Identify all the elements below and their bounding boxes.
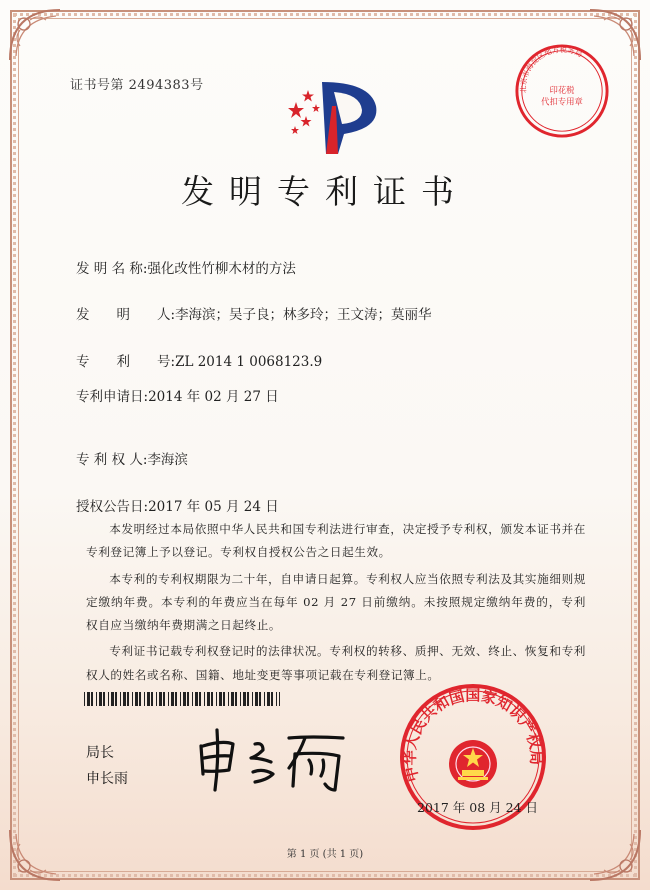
barcode-icon — [84, 692, 280, 706]
barcode-bar — [183, 692, 186, 706]
field-separator: : — [142, 452, 148, 468]
barcode-bar — [175, 692, 177, 706]
certificate-title: 发明专利证书 — [181, 172, 469, 211]
barcode-bar — [187, 692, 189, 706]
barcode-bar — [267, 692, 270, 706]
barcode-bar — [151, 692, 153, 706]
barcode-bar — [207, 692, 210, 706]
barcode-bar — [276, 692, 277, 706]
barcode-bar — [171, 692, 174, 706]
barcode-bar — [180, 692, 181, 706]
invention-name-value: 强化改性竹柳木材的方法 — [147, 261, 296, 277]
barcode-bar — [240, 692, 241, 706]
barcode-bar — [103, 692, 105, 706]
field-separator: : — [142, 261, 148, 277]
svg-text:北京市海淀区地方税务局: 北京市海淀区地方税务局 — [518, 45, 584, 94]
barcode-bar — [228, 692, 229, 706]
barcode-bar — [132, 692, 133, 706]
field-filing-date — [76, 385, 279, 405]
field-separator: : — [170, 354, 176, 370]
barcode-bar — [147, 692, 150, 706]
field-separator: : — [170, 307, 176, 323]
director-name: 申长雨 — [86, 771, 128, 787]
announce-date-label: 授权公告日 — [76, 499, 144, 515]
page-footer: 第 1 页 (共 1 页) — [286, 849, 364, 860]
sipo-logo-icon — [282, 76, 382, 156]
issue-date: 2017 年 08 月 24 日 — [417, 800, 538, 815]
barcode-bar — [96, 692, 97, 706]
body-paragraph: 本专利的专利权期限为二十年，自申请日起算。专利权人应当依照专利法及其实施细则规定缴纳年费。本专利的年费应当在每年 02 月 27 日前缴纳。未按照规定缴纳年费的，专利权自应当缴纳年费期满之日起终止。 — [86, 571, 586, 632]
barcode-bar — [168, 692, 169, 706]
barcode-bar — [259, 692, 261, 706]
svg-text:印花税: 印花税 — [549, 84, 575, 95]
filing-date-value: 2014 年 02 月 27 日 — [148, 389, 279, 405]
barcode-bar — [91, 692, 93, 706]
barcode-bar — [163, 692, 165, 706]
barcode-bar — [264, 692, 265, 706]
field-patent-no — [76, 350, 322, 370]
announce-date-value: 2017 年 05 月 24 日 — [148, 499, 279, 515]
barcode-bar — [192, 692, 193, 706]
barcode-bar — [211, 692, 213, 706]
barcode-bar — [111, 692, 114, 706]
barcode-bar — [127, 692, 129, 706]
barcode-bar — [204, 692, 205, 706]
certificate-number — [70, 74, 204, 93]
barcode-bar — [115, 692, 117, 706]
barcode-bar — [135, 692, 138, 706]
barcode-bar — [231, 692, 234, 706]
barcode-bar — [139, 692, 141, 706]
inventors-label: 发 明 人 — [76, 307, 171, 323]
barcode-bar — [235, 692, 237, 706]
field-inventors — [76, 303, 432, 323]
invention-name-label: 发 明 名 称 — [76, 261, 143, 277]
certificate-number-value: 2494383 — [128, 78, 191, 93]
barcode-bar — [243, 692, 246, 706]
barcode-bar — [156, 692, 157, 706]
barcode-bar — [195, 692, 198, 706]
barcode-bar — [87, 692, 90, 706]
barcode-bar — [223, 692, 225, 706]
svg-text:代扣专用章: 代扣专用章 — [541, 96, 583, 107]
barcode-bar — [144, 692, 145, 706]
barcode-bar — [108, 692, 109, 706]
patent-no-value: ZL 2014 1 0068123.9 — [175, 354, 323, 370]
field-announce-date — [76, 495, 279, 515]
barcode-bar — [84, 692, 85, 706]
tax-seal-icon — [513, 42, 611, 140]
corner-ornament-icon — [6, 6, 64, 64]
certificate-number-suffix: 号 — [190, 78, 204, 93]
patentee-value: 李海滨 — [147, 452, 188, 468]
barcode-bar — [247, 692, 249, 706]
barcode-bar — [255, 692, 258, 706]
barcode-bar — [216, 692, 217, 706]
barcode-bar — [99, 692, 102, 706]
patent-no-label: 专 利 号 — [76, 354, 171, 370]
barcode-bar — [159, 692, 162, 706]
patentee-label: 专 利 权 人 — [76, 452, 143, 468]
field-separator: : — [143, 499, 149, 515]
field-patentee — [76, 448, 188, 468]
barcode-bar — [219, 692, 222, 706]
body-paragraph: 本发明经过本局依照中华人民共和国专利法进行审查，决定授予专利权，颁发本证书并在专利登记簿上予以登记。专利权自授权公告之日起生效。 — [86, 522, 586, 560]
barcode-bar — [123, 692, 126, 706]
barcode-bar — [271, 692, 273, 706]
director-title: 局长 — [86, 745, 114, 761]
barcode-bar — [199, 692, 201, 706]
svg-text:中华人民共和国国家知识产权局: 中华人民共和国国家知识产权局 — [400, 686, 546, 784]
barcode-bar — [279, 692, 280, 706]
field-separator: : — [143, 389, 149, 405]
barcode-bar — [120, 692, 121, 706]
barcode-bar — [252, 692, 253, 706]
inventors-value: 李海滨；吴子良；林多玲；王文涛；莫丽华 — [175, 307, 432, 323]
field-invention-name — [76, 257, 296, 277]
certificate-number-label: 证书号第 — [70, 78, 125, 93]
certificate-body — [86, 518, 586, 687]
filing-date-label: 专利申请日 — [76, 389, 144, 405]
body-paragraph: 专利证书记载专利权登记时的法律状况。专利权的转移、质押、无效、终止、恢复和专利权人的姓名或名称、国籍、地址变更等事项记载在专利登记簿上。 — [86, 644, 586, 682]
signature-icon — [193, 724, 358, 794]
